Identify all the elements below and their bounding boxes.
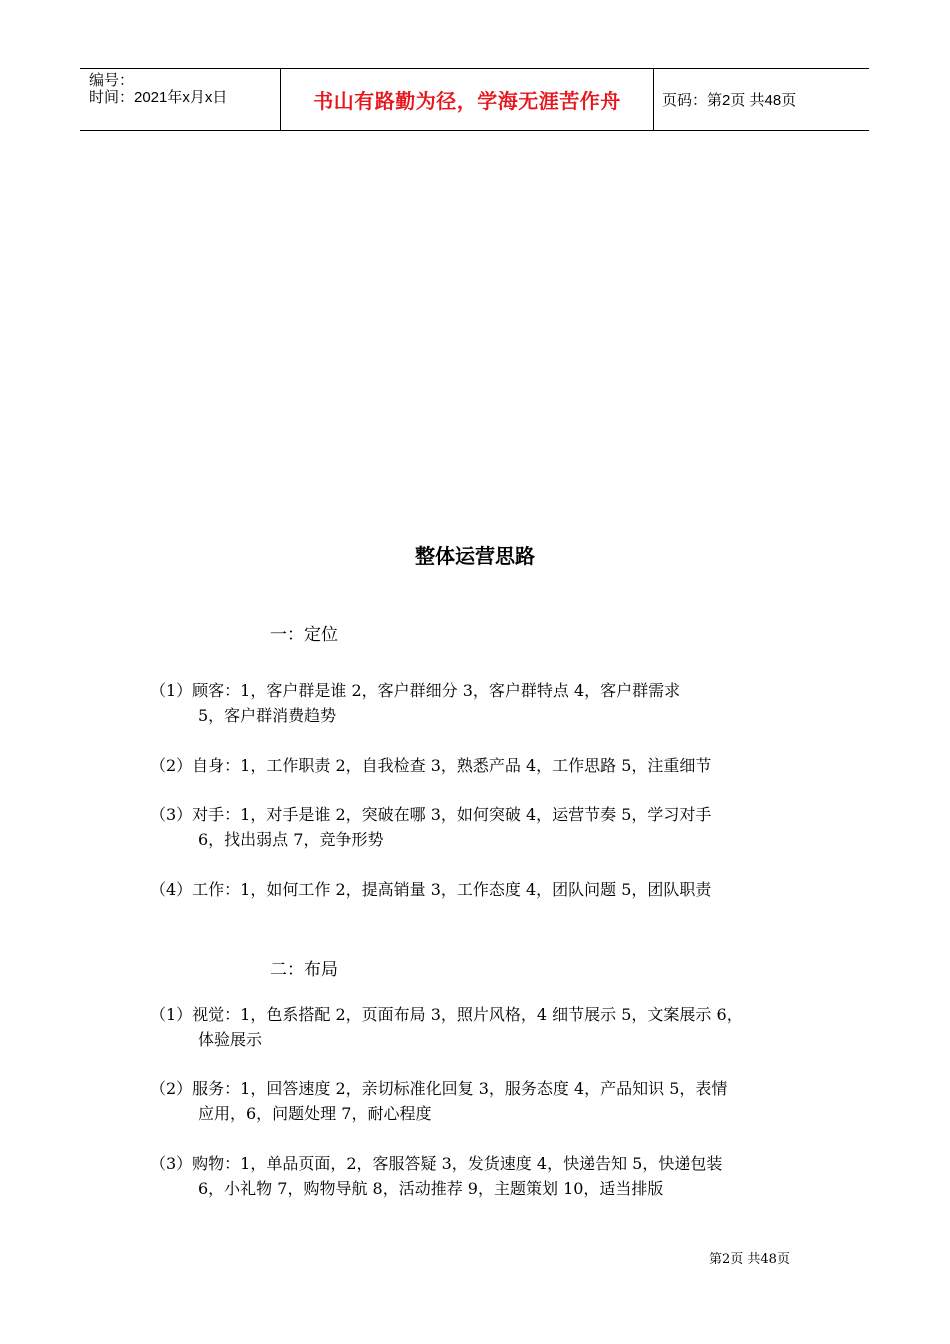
list-item-line: （3）对手：1，对手是谁 2，突破在哪 3，如何突破 4，运营节奏 5，学习对手 <box>150 805 712 824</box>
list-item <box>150 1002 810 1052</box>
header-time-label: 时间：2021年x月x日 <box>89 89 228 106</box>
list-item-line: （4）工作：1，如何工作 2，提高销量 3，工作态度 4，团队问题 5，团队职责 <box>150 880 712 899</box>
list-item-line: （1）顾客：1，客户群是谁 2，客户群细分 3，客户群特点 4，客户群需求 <box>150 681 681 700</box>
header-meta <box>80 69 281 130</box>
list-item-line: （1）视觉：1，色系搭配 2，页面布局 3，照片风格，4 细节展示 5，文案展示 6， <box>150 1005 743 1024</box>
section-heading-positioning: 一：定位 <box>270 625 338 645</box>
list-item-line: （3）购物：1，单品页面，2，客服答疑 3，发货速度 4，快递告知 5，快递包装 <box>150 1154 723 1173</box>
list-item-line: （2）服务：1，回答速度 2，亲切标准化回复 3，服务态度 4，产品知识 5，表情 <box>150 1079 728 1098</box>
section-heading-layout: 二：布局 <box>270 960 338 980</box>
list-item <box>150 753 810 778</box>
list-item <box>150 877 810 902</box>
list-item-line: 体验展示 <box>198 1030 263 1049</box>
page-header <box>80 68 869 131</box>
list-item-line: 6，找出弱点 7，竞争形势 <box>198 830 384 849</box>
list-item <box>150 1151 810 1201</box>
list-item-line: 6，小礼物 7，购物导航 8，活动推荐 9，主题策划 10，适当排版 <box>198 1179 664 1198</box>
list-item-line: （2）自身：1，工作职责 2，自我检查 3，熟悉产品 4，工作思路 5，注重细节 <box>150 756 712 775</box>
list-item <box>150 1076 810 1126</box>
document-title: 整体运营思路 <box>415 544 535 568</box>
header-motto: 书山有路勤为径，学海无涯苦作舟 <box>281 69 654 130</box>
list-item-line: 5，客户群消费趋势 <box>198 706 337 725</box>
list-item <box>150 802 810 852</box>
page-footer: 第2页 共48页 <box>709 1252 790 1267</box>
list-item-line: 应用，6，问题处理 7，耐心程度 <box>198 1104 432 1123</box>
list-item <box>150 678 810 728</box>
header-number-label: 编号： <box>89 72 135 89</box>
header-page-info: 页码：第2页 共48页 <box>662 92 797 109</box>
